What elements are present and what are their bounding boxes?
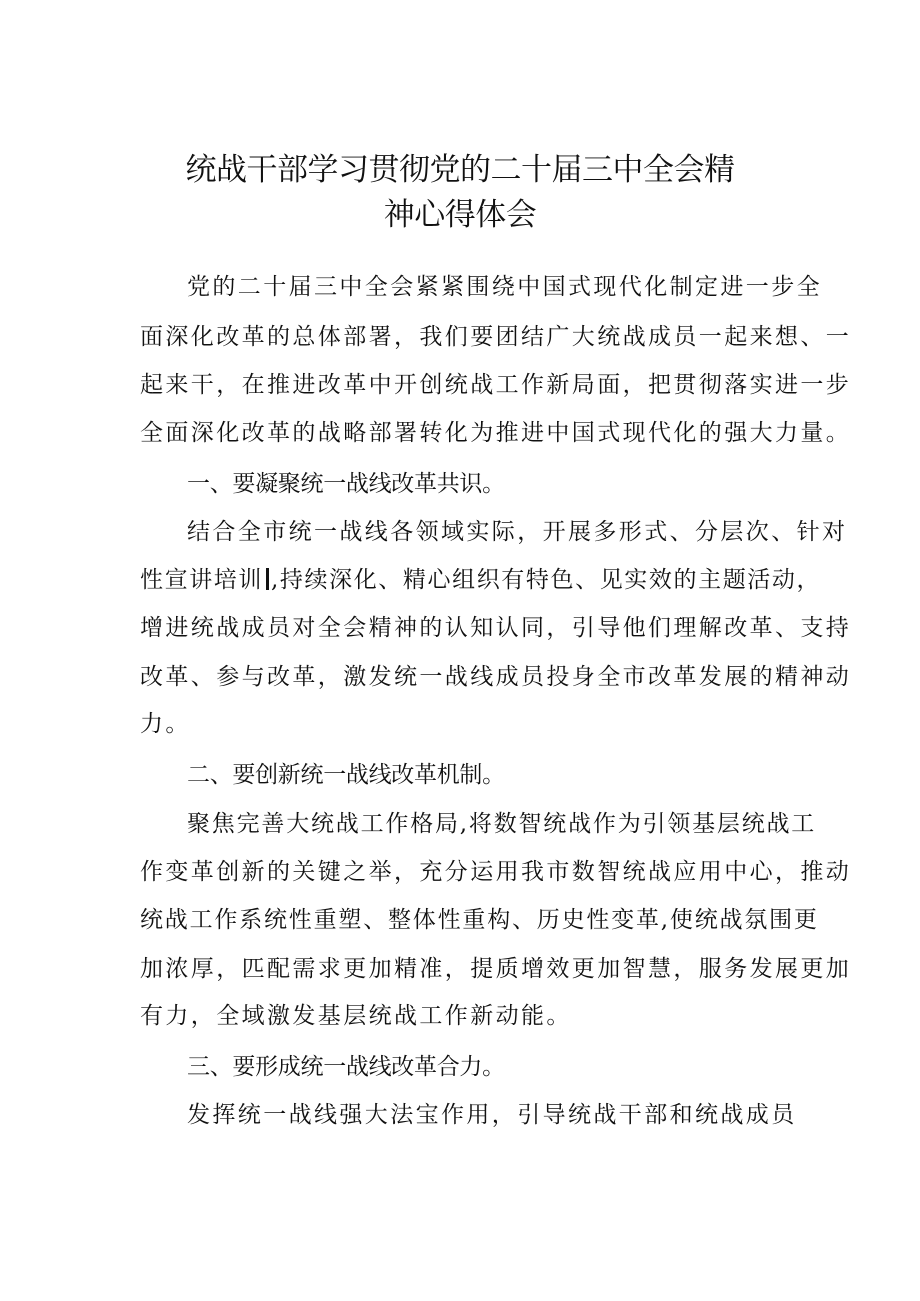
intro-paragraph-line-2: 面深化改革的总体部署，我们要团结广大统战成员一起来想、一 [140, 324, 852, 350]
section-2-line-2: 作变革创新的关键之举，充分运用我市数智统战应用中心，推动 [140, 859, 852, 885]
intro-paragraph-line-1: 党的二十届三中全会紧紧围绕中国式现代化制定进一步全 [187, 274, 822, 300]
section-1-line-5: 力。 [140, 711, 191, 737]
section-1-line-4: 改革、参与改革，激发统一战线成员投身全市改革发展的精神动 [140, 664, 852, 690]
section-3-heading: 三、要形成统一战线改革合力。 [187, 1054, 505, 1080]
intro-paragraph-line-4: 全面深化改革的战略部署转化为推进中国式现代化的强大力量。 [140, 420, 852, 446]
section-3-line-1: 发挥统一战线强大法宝作用，引导统战干部和统战成员 [187, 1102, 797, 1128]
section-1-line-2-start: 性宣讲培训 [140, 567, 263, 593]
section-2-line-1: 聚焦完善大统战工作格局,将数智统战作为引领基层统战工 [187, 811, 817, 837]
section-2-line-4: 加浓厚，匹配需求更加精准，提质增效更加智慧，服务发展更加 [140, 956, 852, 982]
section-2-line-5: 有力，全域激发基层统战工作新动能。 [140, 1003, 572, 1029]
intro-paragraph-line-3: 起来干，在推进改革中开创统战工作新局面，把贯彻落实进一步 [140, 372, 852, 398]
document-title-line-2: 神心得体会 [383, 197, 537, 233]
section-1-line-3: 增进统战成员对全会精神的认知认同，引导他们理解改革、支持 [140, 615, 852, 641]
text-cursor-mark [266, 568, 269, 590]
section-2-line-3: 统战工作系统性重塑、整体性重构、历史性变革,使统战氛围更 [140, 907, 819, 933]
section-1-heading: 一、要凝聚统一战线改革共识。 [187, 471, 505, 497]
section-1-line-2 [140, 561, 822, 599]
document-title-line-1: 统战干部学习贯彻党的二十届三中全会精 [185, 152, 735, 188]
section-1-line-2-end: ,持续深化、精心组织有特色、见实效的主题活动， [271, 567, 822, 593]
section-1-line-1: 结合全市统一战线各领域实际，开展多形式、分层次、针对 [187, 519, 848, 545]
section-2-heading: 二、要创新统一战线改革机制。 [187, 762, 505, 788]
